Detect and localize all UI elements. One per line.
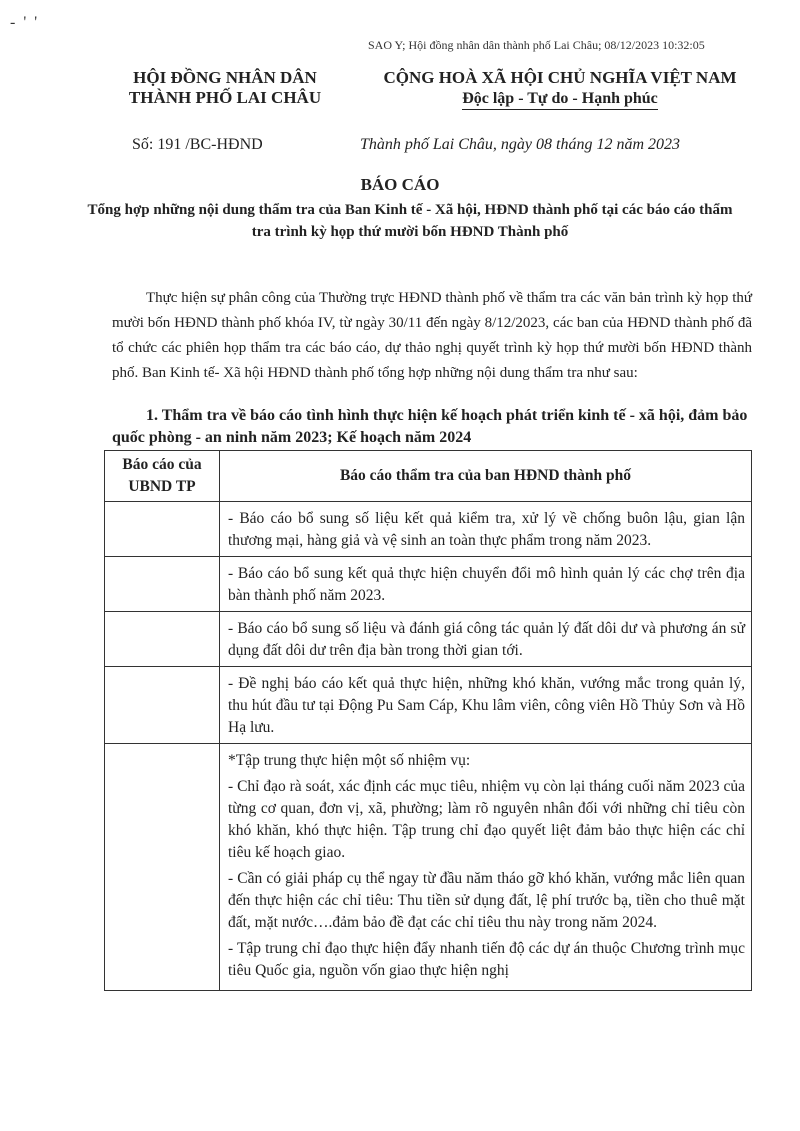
table-row bbox=[105, 744, 752, 991]
scan-marks: - ' ' bbox=[10, 14, 40, 31]
table-row bbox=[105, 612, 752, 667]
table-cell: - Báo cáo bổ sung số liệu và đánh giá công tác quản lý đất dôi dư và phương án sử dụng đất dôi dư trên địa bàn trong thời gian tới. bbox=[220, 612, 752, 667]
review-table bbox=[104, 450, 752, 991]
intro-paragraph: Thực hiện sự phân công của Thường trực HĐND thành phố về thẩm tra các văn bản trình kỳ họp thứ mười bốn HĐND thành phố khóa IV, từ ngày 30/11 đến ngày 8/12/2023, các ban của HĐND thành phố đã tổ chức các phiên họp thẩm tra các báo cáo, dự thảo nghị quyết trình kỳ họp thứ mười bốn HĐND thành phố. Ban Kinh tế- Xã hội HĐND thành phố tổng hợp những nội dung thẩm tra như sau: bbox=[112, 290, 752, 381]
task-item: - Chỉ đạo rà soát, xác định các mục tiêu, nhiệm vụ còn lại tháng cuối năm 2023 của từng cơ quan, đơn vị, xã, phường; làm rõ nguyên nhân đối với những chỉ tiêu còn khó khăn, khó thực hiện. Tập trung chỉ đạo quyết liệt đảm bảo thực hiện các chỉ tiêu kế hoạch giao. bbox=[228, 778, 745, 861]
col-header-hdnd: Báo cáo thẩm tra của ban HĐND thành phố bbox=[220, 451, 752, 502]
issuer-line-2: THÀNH PHỐ LAI CHÂU bbox=[128, 88, 322, 107]
table-header-row bbox=[105, 451, 752, 502]
col-header-ubnd: Báo cáo của UBND TP bbox=[105, 451, 220, 502]
copy-stamp: SAO Y; Hội đồng nhân dân thành phố Lai Châu; 08/12/2023 10:32:05 bbox=[368, 38, 705, 52]
table-cell: - Báo cáo bổ sung kết quả thực hiện chuyển đổi mô hình quản lý các chợ trên địa bàn thành phố năm 2023. bbox=[220, 557, 752, 612]
national-motto: Độc lập - Tự do - Hạnh phúc bbox=[462, 89, 658, 110]
table-row bbox=[105, 667, 752, 744]
issuer-line-1: HỘI ĐỒNG NHÂN DÂN bbox=[133, 68, 317, 87]
document-date: Thành phố Lai Châu, ngày 08 tháng 12 năm 2023 bbox=[360, 136, 681, 153]
national-header bbox=[350, 68, 770, 110]
table-row bbox=[105, 502, 752, 557]
task-item: - Tập trung chỉ đạo thực hiện đẩy nhanh tiến độ các dự án thuộc Chương trình mục tiêu Quốc gia, nguồn vốn giao thực hiện nghị bbox=[228, 940, 745, 979]
section-1-heading: 1. Thẩm tra về báo cáo tình hình thực hiện kế hoạch phát triển kinh tế - xã hội, đảm bảo quốc phòng - an ninh năm 2023; Kế hoạch năm 2024 bbox=[112, 407, 748, 446]
issuer-header bbox=[100, 68, 350, 108]
table-cell bbox=[220, 744, 752, 991]
national-title: CỘNG HOÀ XÃ HỘI CHỦ NGHĨA VIỆT NAM bbox=[383, 68, 737, 87]
task-item: - Cần có giải pháp cụ thể ngay từ đầu năm tháo gỡ khó khăn, vướng mắc liên quan đến thực hiện các chỉ tiêu: Thu tiền sử dụng đất, lệ phí trước bạ, tiền cho thuê mặt đất, mặt nước….đảm bảo đề đạt các chỉ tiêu thu này trong năm 2024. bbox=[228, 870, 745, 931]
table-cell: - Đề nghị báo cáo kết quả thực hiện, những khó khăn, vướng mắc trong quản lý, thu hút đầu tư tại Động Pu Sam Cáp, Khu lâm viên, công viên Hồ Thủy Sơn và Hồ Hạ lưu. bbox=[220, 667, 752, 744]
document-title: BÁO CÁO bbox=[360, 175, 440, 194]
document-number: Số: 191 /BC-HĐND bbox=[132, 136, 263, 153]
table-row bbox=[105, 557, 752, 612]
task-heading: *Tập trung thực hiện một số nhiệm vụ: bbox=[228, 752, 471, 769]
document-subtitle: Tổng hợp những nội dung thẩm tra của Ban Kinh tế - Xã hội, HĐND thành phố tại các báo cáo thẩm tra trình kỳ họp thứ mười bốn HĐND Thành phố bbox=[87, 202, 733, 240]
table-cell: - Báo cáo bổ sung số liệu kết quả kiểm tra, xử lý về chống buôn lậu, gian lận thương mại, hàng giả và vệ sinh an toàn thực phẩm trong năm 2023. bbox=[220, 502, 752, 557]
